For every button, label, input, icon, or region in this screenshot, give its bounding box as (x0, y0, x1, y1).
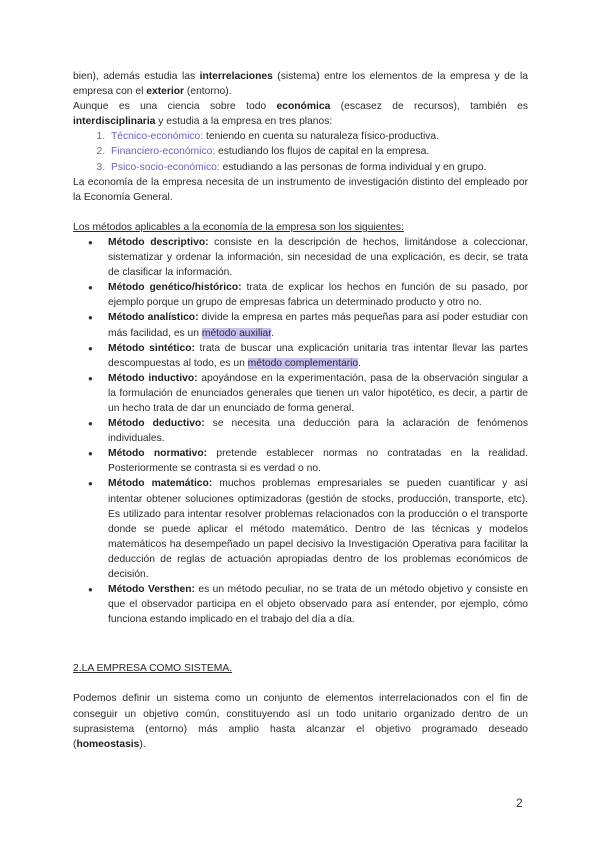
list-item: 3. Psico-socio-económico: estudiando a las personas de forma individual y en grupo. (108, 160, 528, 175)
method-item: ● Método normativo: pretende establecer normas no contratadas en la realidad. Posteriormente se contrasta si es verdad o no. (108, 446, 528, 476)
list-item: 1. Técnico-económico: teniendo en cuenta su naturaleza físico-productiva. (108, 129, 528, 144)
intro-paragraph-1: bien), además estudia las interrelaciones (sistema) entre los elementos de la empresa y de la empresa con el exterior (entorno). (73, 71, 528, 98)
method-item: ● Método Versthen: es un método peculiar, no se trata de un método objetivo y consiste en que el observador participa en el objeto observado para así entender, por ejemplo, cómo funciona estando implicado en el trabajo del día a día. (108, 582, 528, 627)
method-item: ● Método sintético: trata de buscar una explicación unitaria tras intentar llevar las partes descompuestas al todo, es un método complementario. (108, 341, 528, 371)
method-item: ● Método matemático: muchos problemas empresariales se pueden cuantificar y así intentar obtener soluciones optimizadoras (gestión de stocks, producción, transporte, etc). Es utilizado para intentar resolver problemas relacionados con la producción o el transporte donde se puede aplicar el método matemático. Dentro de las técnicas y modelos matemáticos ha desempeñado un papel decisivo la Investigación Operativa para facilitar la deducción de reglas de actuación apropiadas dentro de los problemas económicos de decisión. (108, 476, 528, 582)
highlight: método complementario (247, 357, 359, 369)
page-number: 2 (516, 796, 523, 810)
methods-heading: Los métodos aplicables a la economía de la empresa son los siguientes: (73, 221, 404, 233)
method-item: ● Método inductivo: apoyándose en la experimentación, pasa de la observación singular a la formulación de enunciados generales que tienen un valor hipotético, es decir, a partir de un hecho trata de dar un enunciado de forma general. (108, 371, 528, 416)
method-item: ● Método analístico: divide la empresa en partes más pequeñas para así poder estudiar con más facilidad, es un método auxiliar. (108, 310, 528, 340)
page-body (73, 69, 528, 752)
intro-paragraph-2: Aunque es una ciencia sobre todo económica (escasez de recursos), también es interdisciplinaria y estudia a la empresa en tres planos: (73, 101, 528, 128)
methods-list (73, 235, 528, 627)
highlight: método auxiliar (201, 327, 272, 339)
section-title: 2.LA EMPRESA COMO SISTEMA. (73, 663, 233, 675)
method-item: ● Método descriptivo: consiste en la descripción de hechos, limitándose a coleccionar, sistematizar y ordenar la información, sin necesidad de una explicación, es decir, se trata de clasificar la información. (108, 235, 528, 280)
list-item: 2. Financiero-económico: estudiando los flujos de capital en la empresa. (108, 144, 528, 159)
method-item: ● Método genético/histórico: trata de explicar los hechos en función de su pasado, por ejemplo porque un grupo de empresas fabrica un determinado producto y otro no. (108, 280, 528, 310)
method-item: ● Método deductivo: se necesita una deducción para la aclaración de fenómenos individuales. (108, 416, 528, 446)
system-paragraph: Podemos definir un sistema como un conjunto de elementos interrelacionados con el fin de conseguir un objetivo común, constituyendo así un todo unitario organizado dentro de un suprasistema (entorno) más amplio hasta alcanzar el objetivo programado deseado (homeostasis). (73, 693, 528, 750)
paragraph-instrument: La economía de la empresa necesita de un instrumento de investigación distinto del empleado por la Economía General. (73, 176, 528, 203)
planes-list (73, 129, 528, 174)
